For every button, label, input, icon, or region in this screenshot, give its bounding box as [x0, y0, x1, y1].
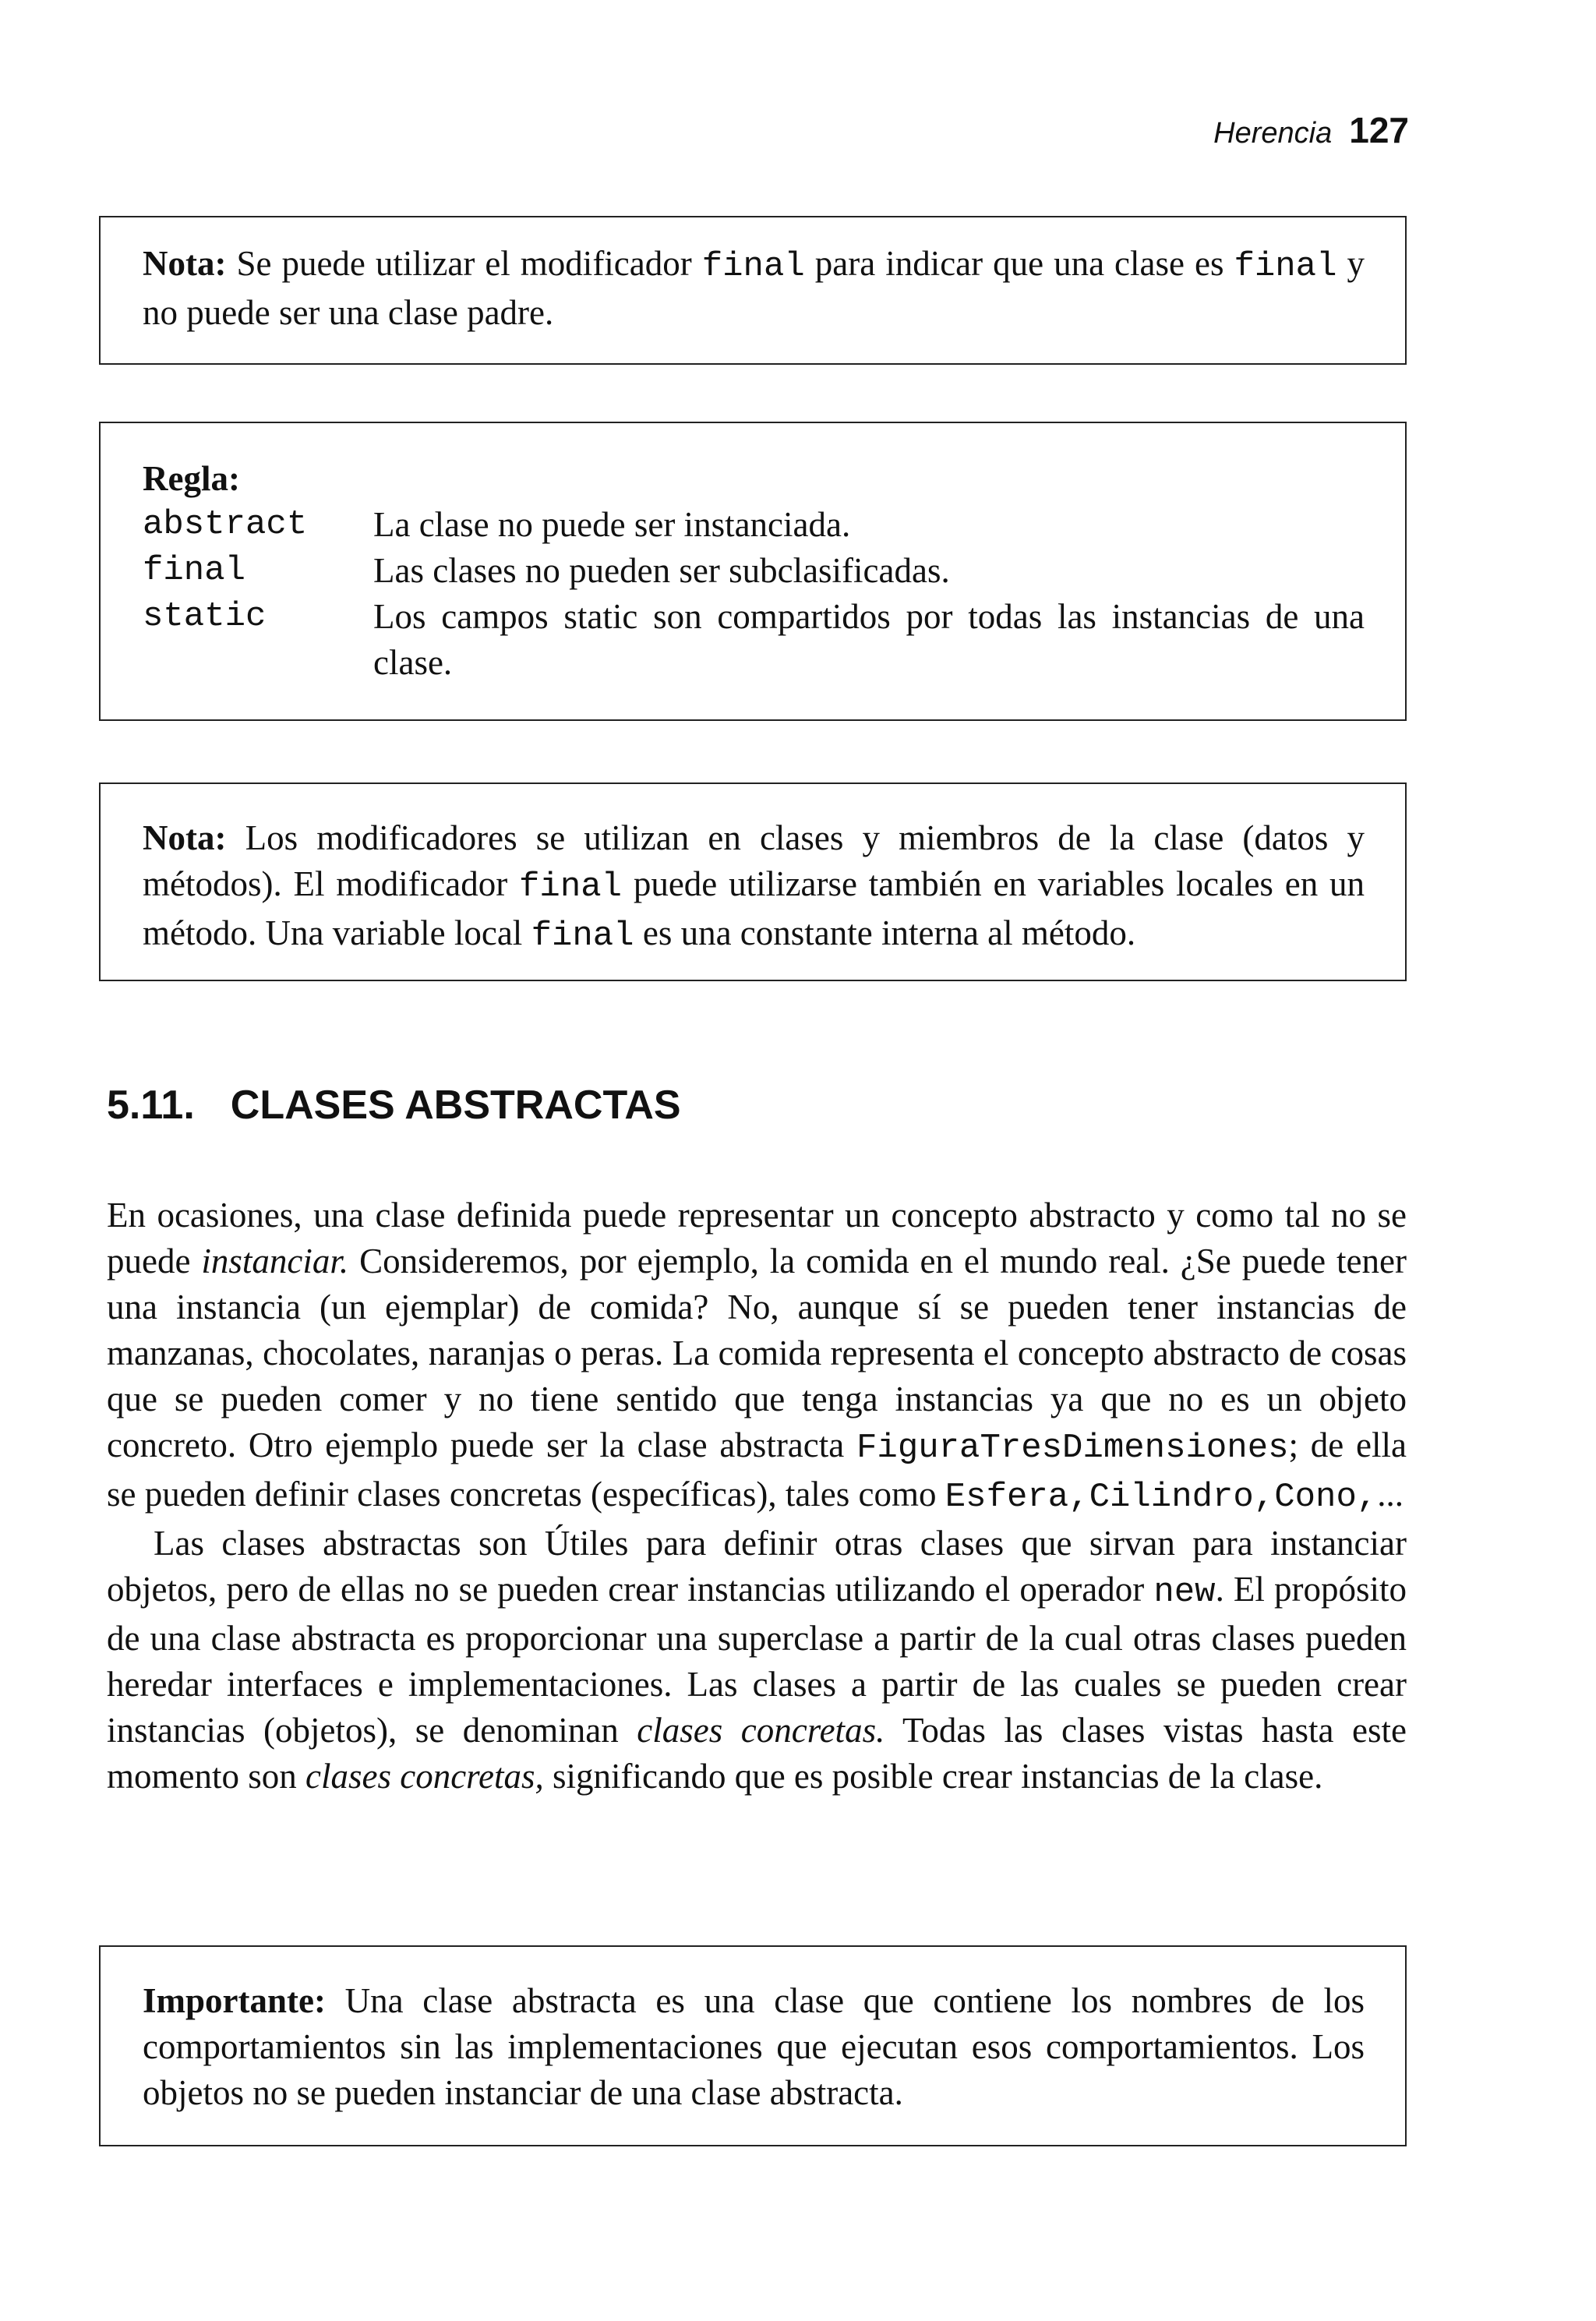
code-class-name: FiguraTresDimensiones — [856, 1429, 1289, 1468]
italic-term: clases concretas, — [305, 1757, 544, 1796]
note-2-text-part: es una constante interna al método. — [634, 913, 1136, 952]
text-run: . El propósito de una clase abstracta es proporcionar una superclase a partir de la cual otras clases pueden heredar interfaces e implementaciones. Las clases a partir de las cuales se pueden crear instancias (objetos), se denominan — [107, 1570, 1407, 1750]
rule-description: Las clases no pueden ser subclasificadas. — [373, 551, 950, 590]
note-1-text — [143, 241, 1365, 336]
code-final: final — [531, 917, 634, 956]
section-heading — [107, 1082, 681, 1129]
text-run: significando que es posible crear instancias de la clase. — [543, 1757, 1323, 1796]
code-class-names: Esfera,Cilindro,Cono, — [945, 1478, 1378, 1517]
body-text — [107, 1192, 1407, 1800]
note-box-1 — [99, 216, 1407, 365]
section-title: CLASES ABSTRACTAS — [230, 1083, 681, 1128]
rule-keyword: final — [143, 551, 246, 590]
running-head-section: Herencia — [1213, 117, 1333, 150]
rule-box — [99, 422, 1407, 721]
page-number: 127 — [1349, 110, 1409, 150]
rule-title: Regla: — [143, 459, 240, 498]
text-run: ... — [1377, 1475, 1404, 1514]
note-2-label: Nota: — [143, 818, 227, 857]
note-1-text-part: y no puede ser una clase padre. — [143, 244, 1365, 332]
code-final: final — [519, 867, 623, 906]
text-run: ; de ella se pueden definir clases concretas (específicas), tales como — [107, 1425, 1407, 1514]
important-label: Importante: — [143, 1981, 326, 2020]
text-run: Consideremos, por ejemplo, la comida en el mundo real. ¿Se puede tener una instancia (un ejemplar) de comida? No, aunque sí se pueden tener instancias de manzanas, chocolates, naranjas o peras. La comida representa el concepto abstracto de cosas que se pueden comer y no tiene sentido que tenga instancias ya que no es un objeto concreto. Otro ejemplo puede ser la clase abstracta — [107, 1242, 1407, 1464]
rule-keyword: abstract — [143, 505, 308, 544]
note-2-text-part: Los modificadores se utilizan en clases y miembros de la clase (datos y métodos). El modificador — [143, 818, 1365, 903]
code-final: final — [701, 247, 805, 286]
code-new: new — [1153, 1573, 1216, 1612]
note-1-text-part: para indicar que una clase es — [804, 244, 1234, 283]
important-box — [99, 1945, 1407, 2146]
note-1-label: Nota: — [143, 244, 227, 283]
code-final: final — [1234, 247, 1337, 286]
body-paragraph-1 — [107, 1192, 1407, 1521]
note-box-2 — [99, 782, 1407, 981]
rule-description: Los campos static son compartidos por todas las instancias de una clase. — [373, 597, 1365, 682]
body-paragraph-2 — [107, 1521, 1407, 1800]
note-2-text-part: puede utilizarse también en variables locales en un método. Una variable local — [143, 864, 1365, 952]
note-2-text — [143, 815, 1365, 959]
text-run: Las clases abstractas son Útiles para definir otras clases que sirvan para instanciar objetos, pero de ellas no se pueden crear instancias utilizando el operador — [107, 1524, 1407, 1609]
rule-description: La clase no puede ser instanciada. — [373, 505, 851, 544]
rule-row — [143, 548, 1365, 594]
italic-term: clases concretas. — [637, 1711, 885, 1750]
rule-row — [143, 594, 1365, 686]
rule-keyword: static — [143, 597, 267, 636]
rule-row — [143, 502, 1365, 548]
text-run: Todas las clases vistas hasta este momento son — [107, 1711, 1407, 1796]
important-text-part: Una clase abstracta es una clase que contiene los nombres de los comportamientos sin las implementaciones que ejecutan esos comportamientos. Los objetos no se pueden instanciar de una clase abstracta. — [143, 1981, 1365, 2112]
text-run: En ocasiones, una clase definida puede representar un concepto abstracto y como tal no se puede — [107, 1196, 1407, 1281]
running-head — [1213, 109, 1409, 151]
important-text — [143, 1978, 1365, 2116]
section-number: 5.11. — [107, 1083, 195, 1128]
italic-term: instanciar. — [201, 1242, 349, 1281]
note-1-text-part: Se puede utilizar el modificador — [226, 244, 702, 283]
